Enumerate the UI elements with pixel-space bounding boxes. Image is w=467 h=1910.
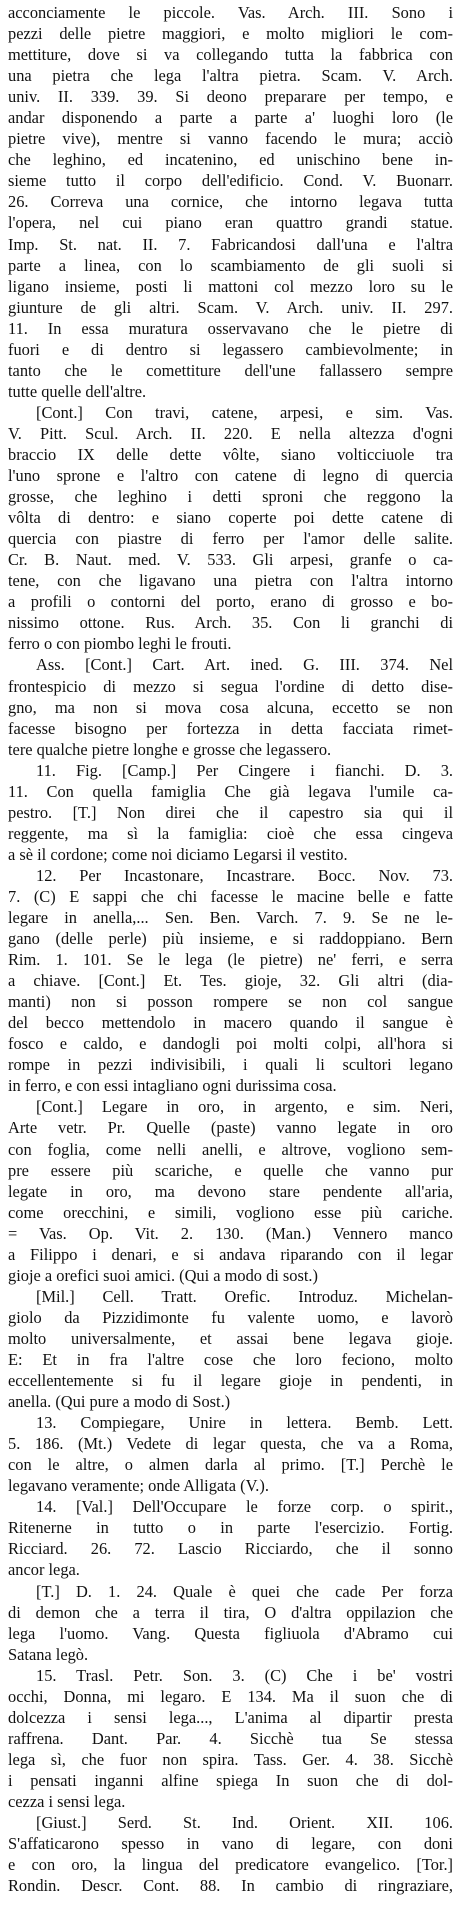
text-line: Imp. St. nat. II. 7. Fabricandosi dall'una e l'altra — [8, 234, 453, 254]
text-line: [Giust.] Serd. St. Ind. Orient. XII. 106. — [36, 1813, 453, 1833]
text-line: eccellentemente si fu il legare gioje in pendenti, in — [8, 1371, 453, 1391]
text-line: univ. II. 339. 39. Si deono preparare per tempo, e — [8, 87, 453, 107]
text-line: = Vas. Op. Vit. 2. 130. (Man.) Vennero manco — [8, 1223, 453, 1243]
text-line: 5. 186. (Mt.) Vedete di legar questa, che va a Roma, — [8, 1434, 453, 1454]
text-line: molto universalmente, et assai bene legava gioje. — [8, 1328, 453, 1348]
text-line: come orecchini, e simili, vogliono esse più cariche. — [8, 1202, 453, 1222]
text-line: ancor lega. — [8, 1560, 80, 1580]
text-line: fuori e di dentro si legassero cambievolmente; in — [8, 339, 453, 359]
text-line: [T.] D. 1. 24. Quale è quei che cade Per forza — [36, 1581, 453, 1601]
text-line: con le altre, o almen darla al primo. [T.] Perchè le — [8, 1455, 453, 1475]
text-line: S'affaticarono spesso in vano di legare, con doni — [8, 1834, 453, 1854]
text-line: che leghino, ed incatenino, ed unischino bene in- — [8, 150, 453, 170]
text-line: raffrena. Dant. Par. 4. Sicchè tua Se stessa — [8, 1728, 453, 1748]
text-line: occhi, Donna, mi legaro. E 134. Ma il suon che di — [8, 1686, 453, 1706]
text-line: Ritenerne in tutto o in parte l'esercizio. Fortig. — [8, 1518, 453, 1538]
text-line: sieme tutto il corpo dell'edificio. Cond. V. Buonarr. — [8, 171, 453, 191]
text-line: legavano veramente; onde Alligata (V.). — [8, 1476, 269, 1496]
text-line: pre essere più scariche, e quelle che vanno pur — [8, 1160, 453, 1180]
text-line: Satana legò. — [8, 1644, 89, 1664]
text-line: di demon che a terra il tira, O d'altra oppilazion che — [8, 1602, 453, 1622]
text-line: Rondin. Descr. Cont. 88. In cambio di ringraziare, — [8, 1876, 453, 1896]
text-line: parte a linea, con lo scambiamento de gli suoli si — [8, 255, 453, 275]
text-line: a sè il cordone; come noi diciamo Legarsi il vestito. — [8, 844, 348, 864]
text-line: nissimo ottone. Rus. Arch. 35. Con li granchi di — [8, 613, 453, 633]
text-line: 12. Per Incastonare, Incastrare. Bocc. Nov. 73. — [36, 865, 453, 885]
text-line: [Cont.] Con travi, catene, arpesi, e sim. Vas. — [36, 402, 453, 422]
text-line: andar disponendo a parte a parte a' luoghi loro (le — [8, 108, 453, 128]
text-line: grosse, che leghino i detti sproni che reggono la — [8, 487, 453, 507]
text-line: legare in anella,... Sen. Ben. Varch. 7. 9. Se ne le- — [8, 908, 453, 928]
text-line: Ass. [Cont.] Cart. Art. ined. G. III. 374. Nel — [36, 655, 453, 675]
text-line: l'opera, nel cui piano eran quattro grandi statue. — [8, 213, 453, 233]
text-line: legate in oro, ma devono stare pendente all'aria, — [8, 1181, 453, 1201]
text-line: tanto che le comettiture dell'une fallassero sempre — [8, 360, 453, 380]
text-line: 13. Compiegare, Unire in lettera. Bemb. Lett. — [36, 1413, 453, 1433]
text-line: dolcezza i sensi lega..., L'anima al dipartir presta — [8, 1707, 453, 1727]
text-line: [Cont.] Legare in oro, in argento, e sim. Neri, — [36, 1097, 453, 1117]
text-line: ligano insieme, posti li mattoni col mezzo loro su le — [8, 276, 453, 296]
text-line: una pietra che lega l'altra pietra. Scam. V. Arch. — [8, 66, 453, 86]
text-line: acconciamente le piccole. Vas. Arch. III. Sono i — [8, 3, 453, 22]
text-line: anella. (Qui pure a modo di Sost.) — [8, 1392, 231, 1412]
text-line: 11. Fig. [Camp.] Per Cingere i fianchi. D. 3. — [36, 760, 453, 780]
text-line: a profili o contorni del porto, erano di grosso e bo- — [8, 592, 453, 612]
text-line: giolo da Pizzidimonte fu valente uomo, e lavorò — [8, 1307, 453, 1327]
text-line: e con oro, la lingua del predicatore evangelico. [Tor.] — [8, 1855, 453, 1875]
text-line: con foglia, come nelli anelli, e altrove, vogliono sem- — [8, 1139, 453, 1159]
text-line: quercia con piastre di ferro per l'amor delle salite. — [8, 529, 453, 549]
text-line: 7. (C) E sappi che chi facesse le macine belle e fatte — [8, 886, 453, 906]
text-line: gno, ma non si mova cosa alcuna, eccetto se non — [8, 697, 453, 717]
text-line: l'uno sprone e l'altro con catene di legno di quercia — [8, 466, 453, 486]
entry-column — [8, 2, 453, 1896]
text-line: i pensati inganni alfine spiega In suon che di dol- — [8, 1770, 453, 1790]
text-line: cezza i sensi lega. — [8, 1791, 126, 1811]
text-line: tere qualche pietre longhe e grosse che legassero. — [8, 739, 332, 759]
text-line: 26. Correva una cornice, che intorno legava tutta — [8, 192, 453, 212]
text-line: manti) non si posson rompere se non col sangue — [8, 992, 453, 1012]
text-line: lega l'uomo. Vang. Questa figliuola d'Abramo cui — [8, 1623, 453, 1643]
text-line: [Mil.] Cell. Tratt. Orefic. Introduz. Michelan- — [36, 1286, 453, 1306]
text-line: lega sì, che fuor non spira. Tass. Ger. 4. 38. Sicchè — [8, 1749, 453, 1769]
text-line: pezzi delle pietre maggiori, e molto migliori le com- — [8, 24, 453, 44]
text-line: a chiave. [Cont.] Et. Tes. gioje, 32. Gli altri (dia- — [8, 971, 453, 991]
text-line: giunture de gli altri. Scam. V. Arch. univ. II. 297. — [8, 297, 453, 317]
text-line: gano (delle perle) più insieme, e si raddoppiano. Bern — [8, 929, 453, 949]
text-line: rompe in pezzi indivisibili, i quali li scultori legano — [8, 1055, 453, 1075]
text-line: 11. Con quella famiglia Che già legava l'umile ca- — [8, 781, 453, 801]
text-line: pietre vive), mentre si vanno facendo le mura; acciò — [8, 129, 453, 149]
text-line: tene, con che ligavano una pietra con l'altra intorno — [8, 571, 453, 591]
text-line: vôlta di dentro: e siano coperte poi dette catene di — [8, 508, 453, 528]
text-line: reggente, ma sì la famiglia: cioè che essa cingeva — [8, 823, 453, 843]
text-line: Rim. 1. 101. Se le lega (le pietre) ne' ferri, e serra — [8, 950, 453, 970]
text-line: mettiture, dove si va collegando tutta la fabbrica con — [8, 45, 453, 65]
text-line: gioje a orefici suoi amici. (Qui a modo di sost.) — [8, 1265, 318, 1285]
text-line: in ferro, e con essi intagliano ogni durissima cosa. — [8, 1076, 337, 1096]
text-line: 11. In essa muratura osservavano che le pietre di — [8, 318, 453, 338]
text-line: fosco e caldo, e dandogli poi molti colpi, all'hora si — [8, 1034, 453, 1054]
text-line: facesse bisogno per fortezza in detta facciata rimet- — [8, 718, 453, 738]
text-line: Arte vetr. Pr. Quelle (paste) vanno legate in oro — [8, 1118, 453, 1138]
text-line: 14. [Val.] Dell'Occupare le forze corp. o spirit., — [36, 1497, 453, 1517]
text-line: tutte quelle dell'altre. — [8, 381, 147, 401]
text-line: Ricciard. 26. 72. Lascio Ricciardo, che il sonno — [8, 1539, 453, 1559]
text-line: pestro. [T.] Non direi che il capestro sia qui il — [8, 802, 453, 822]
text-line: frontespicio di mezzo si segua l'ordine di detto dise- — [8, 676, 453, 696]
text-line: a Filippo i denari, e si andava riparando con il legar — [8, 1244, 453, 1264]
text-line: ferro o con piombo leghi le frouti. — [8, 634, 232, 654]
text-line: del becco mettendolo in macero quando il sangue è — [8, 1013, 453, 1033]
text-line: Cr. B. Naut. med. V. 533. Gli arpesi, granfe o ca- — [8, 550, 453, 570]
text-line: E: Et in fra l'altre cose che loro feciono, molto — [8, 1350, 453, 1369]
text-line: braccio IX delle dette vôlte, siano volticciuole tra — [8, 444, 453, 464]
text-line: V. Pitt. Scul. Arch. II. 220. E nella altezza d'ogni — [8, 423, 453, 443]
text-line: 15. Trasl. Petr. Son. 3. (C) Che i be' vostri — [36, 1665, 453, 1685]
